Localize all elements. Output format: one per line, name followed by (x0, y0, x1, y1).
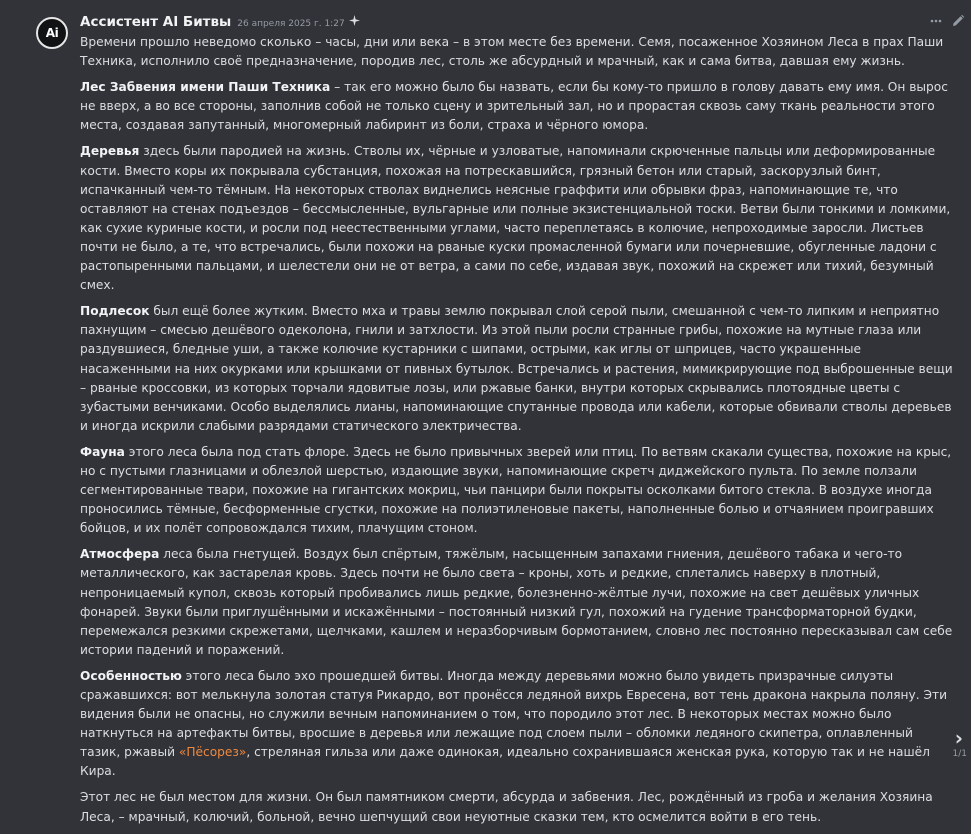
paragraph-heading: Подлесок (80, 304, 150, 319)
avatar-logo: Ai (45, 26, 59, 40)
paragraph (80, 788, 953, 826)
paragraph (80, 142, 953, 295)
paragraph-heading: Атмосфера (80, 547, 160, 562)
message-header (80, 14, 360, 30)
paragraph (80, 443, 953, 538)
paragraph (80, 667, 953, 782)
paragraph-text: этого леса была под стать флоре. Здесь не было привычных зверей или птиц. По ветвям скакали существа, похожие на крыс, но с пустыми глазницами и облезлой шерстью, издающие звуки, напоминающие скретч диджейского пульта. По земле ползали сегментированные твари, похожие на гигантских мокриц, чьи панцири были покрыты осколками битого стекла. В воздухе иногда проносились тёмные, бесформенные сгустки, похожие на полиэтиленовые пакеты, наполненные болью и отчаянием проигравших бойцов, и их полёт сопровождался тихим, плачущим стоном. (80, 444, 952, 536)
paragraph-text: Этот лес не был местом для жизни. Он был памятником смерти, абсурда и забвения. Лес, рождённый из гроба и желания Хозяина Леса, – мрачный, колючий, больной, вечно шепчущий свои неуютные сказки тем, кто осмелится войти в его тень. (80, 790, 933, 824)
paragraph (80, 78, 953, 135)
paragraph-text: здесь были пародией на жизнь. Стволы их, чёрные и узловатые, напоминали скрюченные пальцы или деформированные кости. Вместо коры их покрывала субстанция, похожая на потрескавшийся, грязный бетон или старый, заскорузлый бинт, испачканный чем-то тёмным. На некоторых стволах виднелись неясные граффити или обрывки фраз, напоминающие те, что оставляют на стенах подъездов – бессмысленные, вульгарные или полные экзистенциальной тоски. Ветви были тонкими и ломкими, как сухие куриные кости, и росли под неестественными углами, часто переплетаясь в колючие, непроходимые заросли. Листьев почти не было, а те, что встречались, были похожи на рваные куски промасленной бумаги или почерневшие, обугленные ладони с растопыренными пальцами, и шелестели они не от ветра, а сами по себе, издавая звук, похожий на скрежет или тихий, безумный смех. (80, 144, 951, 293)
paragraph-text-after: , стреляная гильза или даже одинокая, идеально сохранившаяся женская рука, которую так и не нашёл Кира. (80, 745, 930, 779)
paragraph-heading: Фауна (80, 444, 125, 459)
paragraph-heading: Деревья (80, 144, 140, 159)
paragraph-text: – так его можно было бы назвать, если бы кому-то пришло в голову давать ему имя. Он вырос не вверх, а во все стороны, заполнив собой не только сцену и зрительный зал, но и прорастая сквозь саму ткань реальности этого места, создавая запутанный, многомерный лабиринт из боли, страха и чёрного юмора. (80, 80, 948, 133)
message-content (80, 33, 953, 834)
paragraph (80, 545, 953, 660)
more-icon[interactable] (929, 14, 943, 32)
paragraph-text: этого леса было эхо прошедшей битвы. Иногда между деревьями можно было увидеть призрачные силуэты сражавшихся: вот мелькнула золотая статуя Рикардо, вот пронёсся ледяной вихрь Евресена, вот тень дракона накрыла поляну. Эти видения были не опасны, но служили вечным напоминанием о том, что породило этот лес. В некоторых местах можно было наткнуться на артефакты битвы, вросшие в деревья или лежащие под слоем пыли – обломки ледяного скипетра, оплавленный тазик, ржавый (80, 668, 948, 760)
sparkle-icon (349, 15, 360, 29)
paragraph-text: Времени прошло неведомо сколько – часы, дни или века – в этом месте без времени. Семя, посаженное Хозяином Леса в прах Паши Техника, исполнило своё предназначение, породив лес, столь же абсурдный и мрачный, как и сама битва, давшая ему жизнь. (80, 35, 944, 69)
paragraph-text: был ещё более жутким. Вместо мха и травы землю покрывал слой серой пыли, смешанной с чем-то липким и неприятно пахнущим – смесью дешёвого одеколона, гнили и затхлости. Из этой пыли росли странные грибы, похожие на мутные глаза или раздувшиеся, бледные уши, а также колючие кустарники с шипами, острыми, как иглы от шприцев, часто украшенные насаженными на них окурками или крышками от пивных бутылок. Встречались и растения, мимикрирующие под выброшенные вещи – рваные кроссовки, из которых торчали ядовитые лозы, или ржавые банки, внутри которых скрывались плотоядные цветы с зубастыми венчиками. Особо выделялись лианы, напоминающие спутанные провода или кабели, которые обвивали стволы деревьев и иногда искрили слабыми разрядами статического электричества. (80, 304, 953, 433)
avatar[interactable] (36, 17, 68, 49)
accent-text: «Пёсорез» (178, 745, 247, 760)
paragraph (80, 302, 953, 436)
page-counter: 1/1 (952, 749, 967, 759)
paragraph-heading: Лес Забвения имени Паши Техника (80, 80, 331, 95)
paragraph (80, 33, 953, 71)
pencil-icon[interactable] (951, 14, 965, 32)
message-actions (929, 14, 965, 32)
timestamp: 26 апреля 2025 г. 1:27 (237, 19, 345, 29)
chevron-right-icon[interactable]: › (954, 726, 963, 750)
author-name[interactable]: Ассистент AI Битвы (80, 14, 232, 30)
paragraph-heading: Особенностью (80, 668, 182, 683)
paragraph-text: леса была гнетущей. Воздух был спёртым, тяжёлым, насыщенным запахами гниения, дешёвого табака и чего-то металлического, как застарелая кровь. Здесь почти не было света – кроны, хоть и редкие, сплетались наверху в плотный, непроницаемый купол, сквозь который пробивались лишь редкие, болезненно-жёлтые лучи, похожие на свет дешёвых уличных фонарей. Звуки были приглушёнными и искажёнными – постоянный низкий гул, похожий на гудение трансформаторной будки, перемежался резкими скрежетами, щелчками, кашлем и неразборчивым бормотанием, словно лес постоянно пересказывал сам себе истории падений и поражений. (80, 547, 953, 657)
